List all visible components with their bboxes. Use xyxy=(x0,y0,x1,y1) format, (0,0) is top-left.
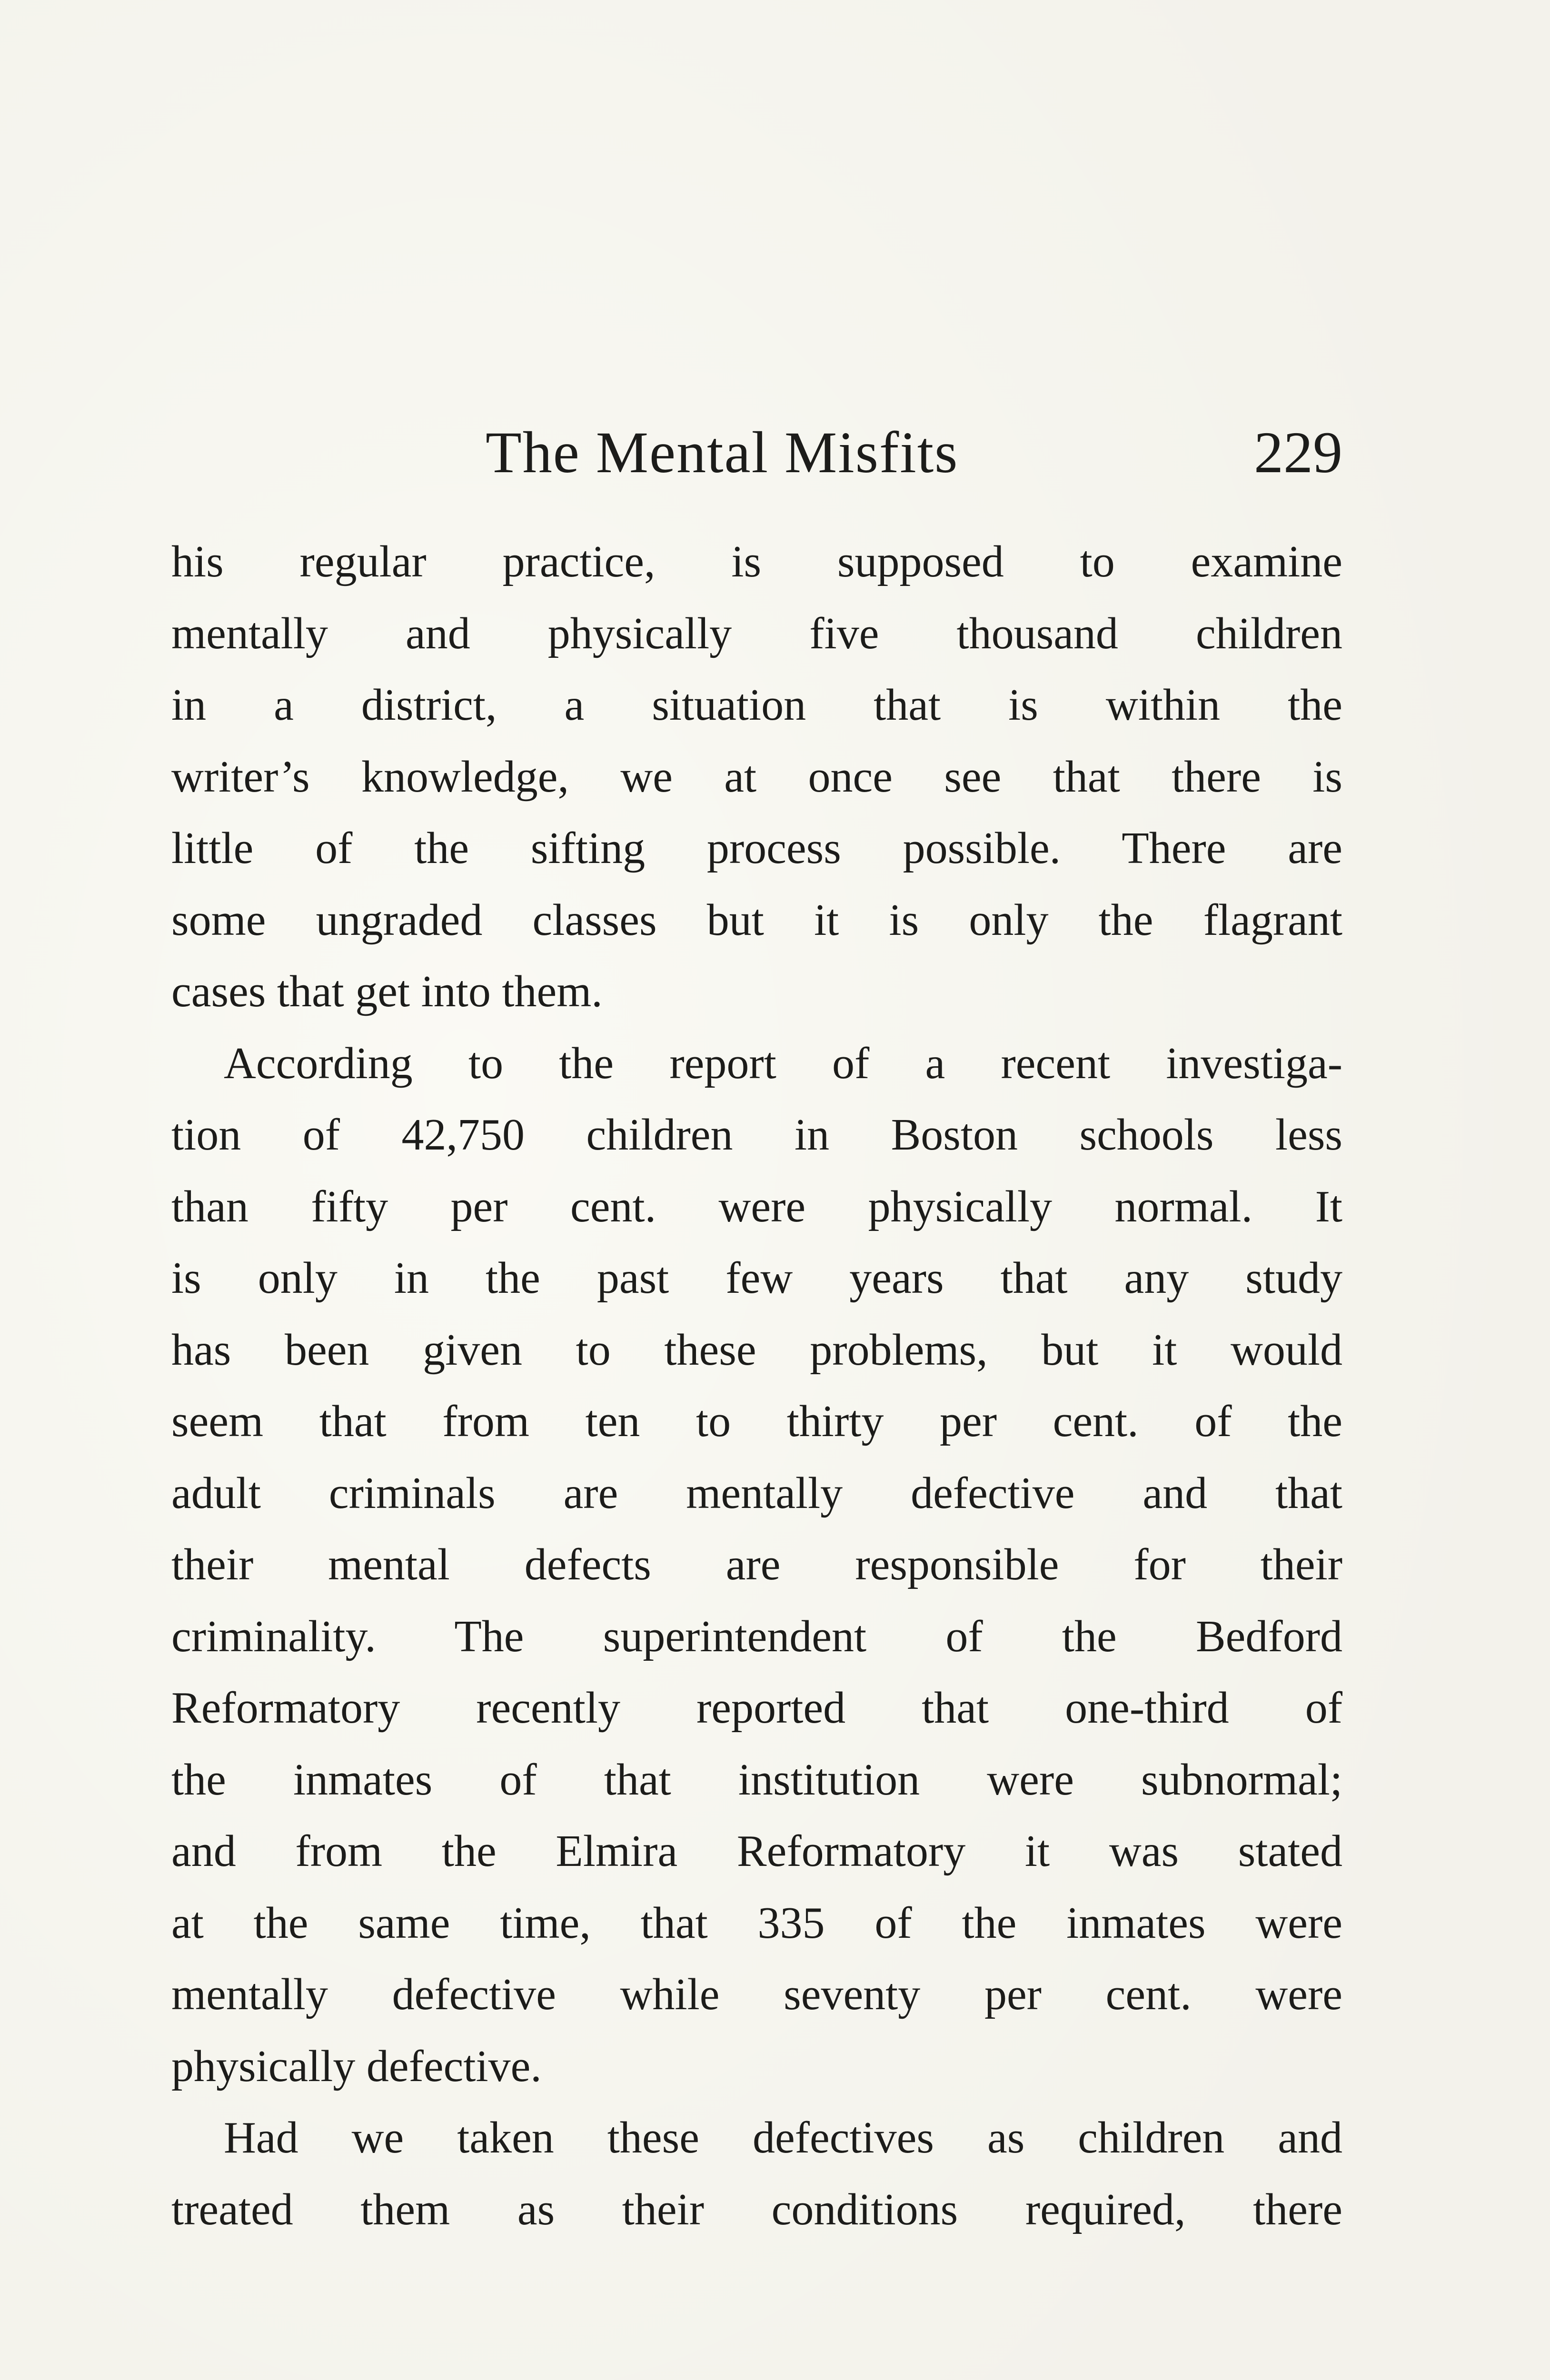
text-line: treated them as their conditions required, there xyxy=(171,2184,1342,2234)
text-line: his regular practice, is supposed to examine xyxy=(171,537,1342,586)
text-line: mentally and physically five thousand children xyxy=(171,608,1342,658)
text-line: Reformatory recently reported that one-third of xyxy=(171,1683,1342,1733)
text-line: is only in the past few years that any study xyxy=(171,1253,1342,1303)
body-text xyxy=(171,526,1342,2245)
text-line: According to the report of a recent investiga- xyxy=(224,1038,1342,1088)
text-line: some ungraded classes but it is only the flagrant xyxy=(171,895,1342,945)
text-line: cases that get into them. xyxy=(171,967,603,1016)
text-line: adult criminals are mentally defective and that xyxy=(171,1468,1342,1518)
running-head xyxy=(171,419,1342,505)
text-line: than fifty per cent. were physically normal. It xyxy=(171,1181,1342,1231)
text-line: tion of 42,750 children in Boston schools less xyxy=(171,1110,1342,1160)
text-line: writer’s knowledge, we at once see that there is xyxy=(171,752,1342,802)
text-line: mentally defective while seventy per cent. were xyxy=(171,1970,1342,2019)
text-line: in a district, a situation that is within the xyxy=(171,680,1342,730)
running-title: The Mental Misfits xyxy=(486,420,959,485)
text-line: little of the sifting process possible. There are xyxy=(171,823,1342,873)
text-line: and from the Elmira Reformatory it was stated xyxy=(171,1826,1342,1876)
text-line: the inmates of that institution were subnormal; xyxy=(171,1755,1342,1805)
text-line: their mental defects are responsible for their xyxy=(171,1540,1342,1589)
text-line: has been given to these problems, but it would xyxy=(171,1325,1342,1375)
text-line: criminality. The superintendent of the Bedford xyxy=(171,1611,1342,1661)
text-line: at the same time, that 335 of the inmates were xyxy=(171,1898,1342,1948)
page-number: 229 xyxy=(1254,420,1342,485)
text-line: physically defective. xyxy=(171,2041,542,2091)
text-line: Had we taken these defectives as children and xyxy=(224,2113,1342,2162)
text-line: seem that from ten to thirty per cent. of the xyxy=(171,1397,1342,1446)
